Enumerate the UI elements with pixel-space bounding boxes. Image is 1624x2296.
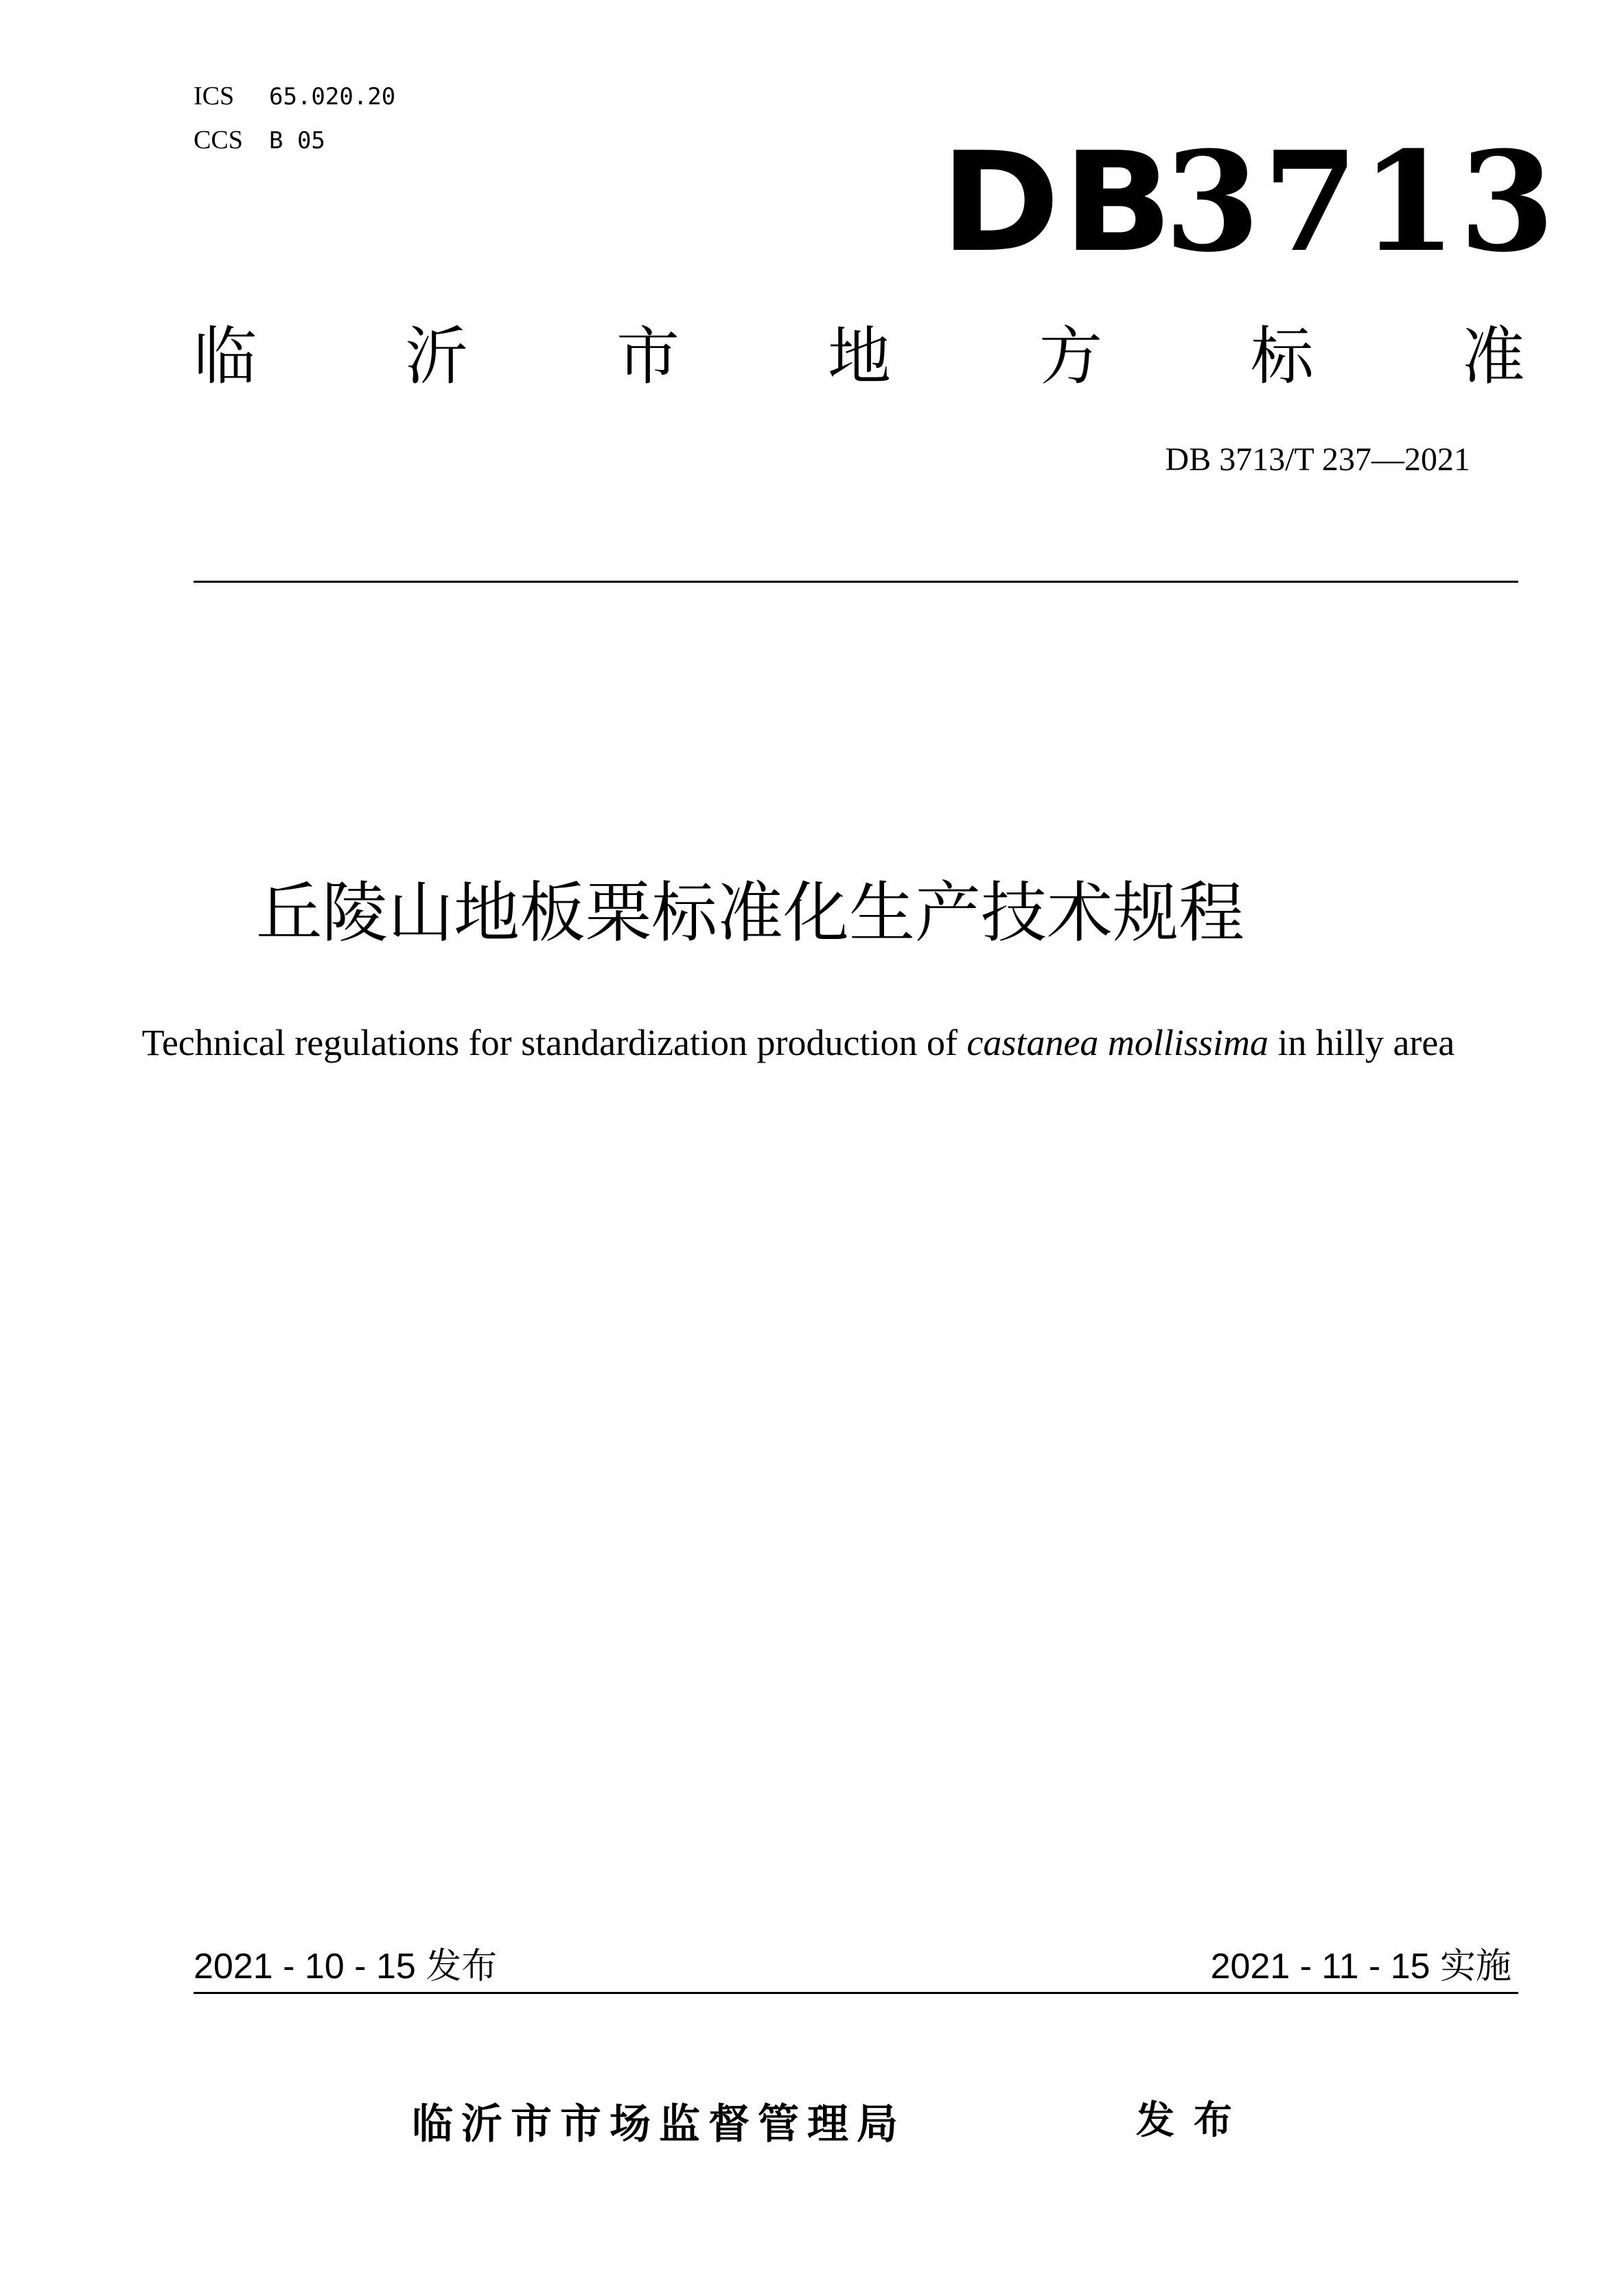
standard-type-char: 标 bbox=[1250, 320, 1314, 393]
implementation-date: 2021 - 11 - 15 实施 bbox=[1210, 1947, 1511, 1986]
issue-date: 2021 - 10 - 15 发布 bbox=[194, 1947, 498, 1986]
standard-type-char: 市 bbox=[616, 320, 680, 393]
title-english bbox=[137, 1016, 1487, 1069]
ccs-label: CCS bbox=[194, 126, 243, 154]
title-english-part: in hilly area bbox=[1268, 1022, 1455, 1063]
title-chinese: 丘陵山地板栗标准化生产技术规程 bbox=[256, 874, 1244, 951]
db-logo bbox=[940, 121, 1558, 283]
ics-line bbox=[194, 76, 395, 117]
title-english-italic: castanea mollissima bbox=[966, 1022, 1268, 1063]
standard-number: DB 3713/T 237—2021 bbox=[1165, 441, 1470, 478]
standard-type-char: 临 bbox=[194, 320, 257, 393]
ics-label: ICS bbox=[194, 82, 235, 111]
standard-type bbox=[194, 316, 1525, 398]
standard-type-char: 沂 bbox=[404, 320, 468, 393]
standard-type-char: 准 bbox=[1461, 320, 1525, 393]
title-english-part: Technical regulations for standardization production of bbox=[141, 1022, 967, 1063]
standard-type-char: 地 bbox=[827, 320, 891, 393]
standard-type-char: 方 bbox=[1039, 320, 1102, 393]
issue-label: 发布 bbox=[1136, 2098, 1251, 2143]
ics-value: 65.020.20 bbox=[269, 83, 396, 111]
ccs-value: B 05 bbox=[269, 127, 325, 154]
logo-db: DB bbox=[940, 123, 1176, 283]
bottom-rule bbox=[194, 1992, 1518, 1994]
ccs-line bbox=[194, 119, 325, 161]
issuing-authority: 临沂市市场监督管理局 bbox=[412, 2100, 906, 2148]
logo-number: 3713 bbox=[1164, 121, 1558, 283]
top-rule bbox=[194, 581, 1518, 583]
